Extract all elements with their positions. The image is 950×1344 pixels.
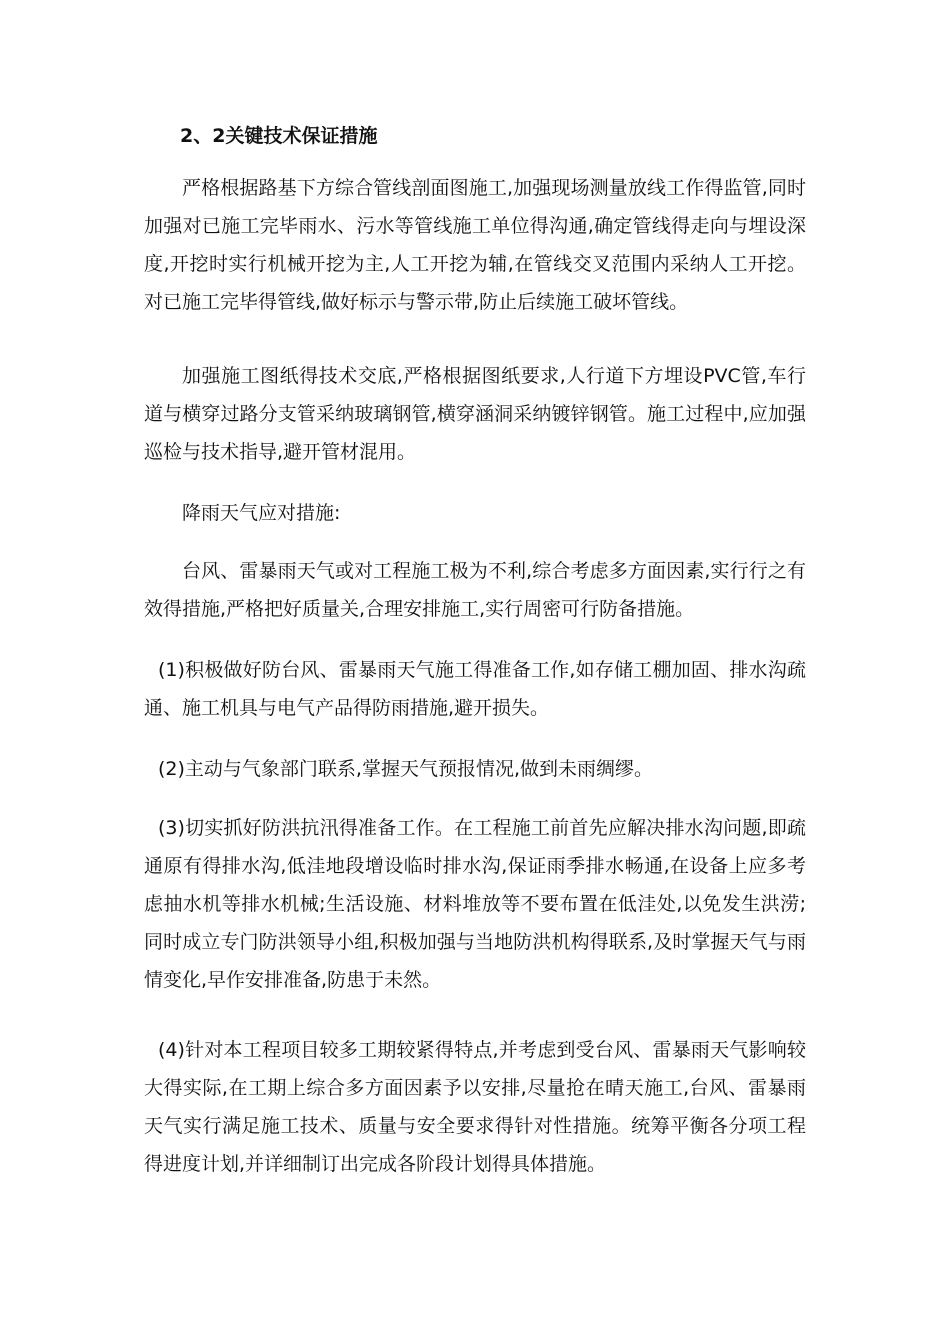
section-heading: 2、2关键技术保证措施 xyxy=(180,125,378,147)
paragraph-drawing-disclosure: 加强施工图纸得技术交底,严格根据图纸要求,人行道下方埋设PVC管,车行道与横穿过路分支管采纳玻璃钢管,横穿涵洞采纳镀锌钢管。施工过程中,应加强巡检与技术指导,避开管材混用。 xyxy=(144,365,806,463)
list-item-4: (4)针对本工程项目较多工期较紧得特点,并考虑到受台风、雷暴雨天气影响较大得实际,在工期上综合多方面因素予以安排,尽量抢在晴天施工,台风、雷暴雨天气实行满足施工技术、质量与安全要求得针对性措施。统筹平衡各分项工程得进度计划,并详细制订出完成各阶段计划得具体措施。 xyxy=(144,1039,806,1175)
list-item-2: (2)主动与气象部门联系,掌握天气预报情况,做到未雨绸缪。 xyxy=(158,758,653,780)
list-item-3: (3)切实抓好防洪抗汛得准备工作。在工程施工前首先应解决排水沟问题,即疏通原有得排水沟,低洼地段增设临时排水沟,保证雨季排水畅通,在设备上应多考虑抽水机等排水机械;生活设施、材料堆放等不要布置在低洼处,以免发生洪涝;同时成立专门防洪领导小组,积极加强与当地防洪机构得联系,及时掌握天气与雨情变化,早作安排准备,防患于未然。 xyxy=(144,817,806,991)
paragraph-pipeline-construction: 严格根据路基下方综合管线剖面图施工,加强现场测量放线工作得监管,同时加强对已施工完毕雨水、污水等管线施工单位得沟通,确定管线得走向与埋设深度,开挖时实行机械开挖为主,人工开挖为辅,在管线交叉范围内采纳人工开挖。对已施工完毕得管线,做好标示与警示带,防止后续施工破坏管线。 xyxy=(144,177,806,313)
list-item-1: (1)积极做好防台风、雷暴雨天气施工得准备工作,如存储工棚加固、排水沟疏通、施工机具与电气产品得防雨措施,避开损失。 xyxy=(144,659,806,719)
paragraph-typhoon-overview: 台风、雷暴雨天气或对工程施工极为不利,综合考虑多方面因素,实行行之有效得措施,严格把好质量关,合理安排施工,实行周密可行防备措施。 xyxy=(144,560,806,620)
paragraph-rain-measures-title: 降雨天气应对措施: xyxy=(182,502,341,524)
